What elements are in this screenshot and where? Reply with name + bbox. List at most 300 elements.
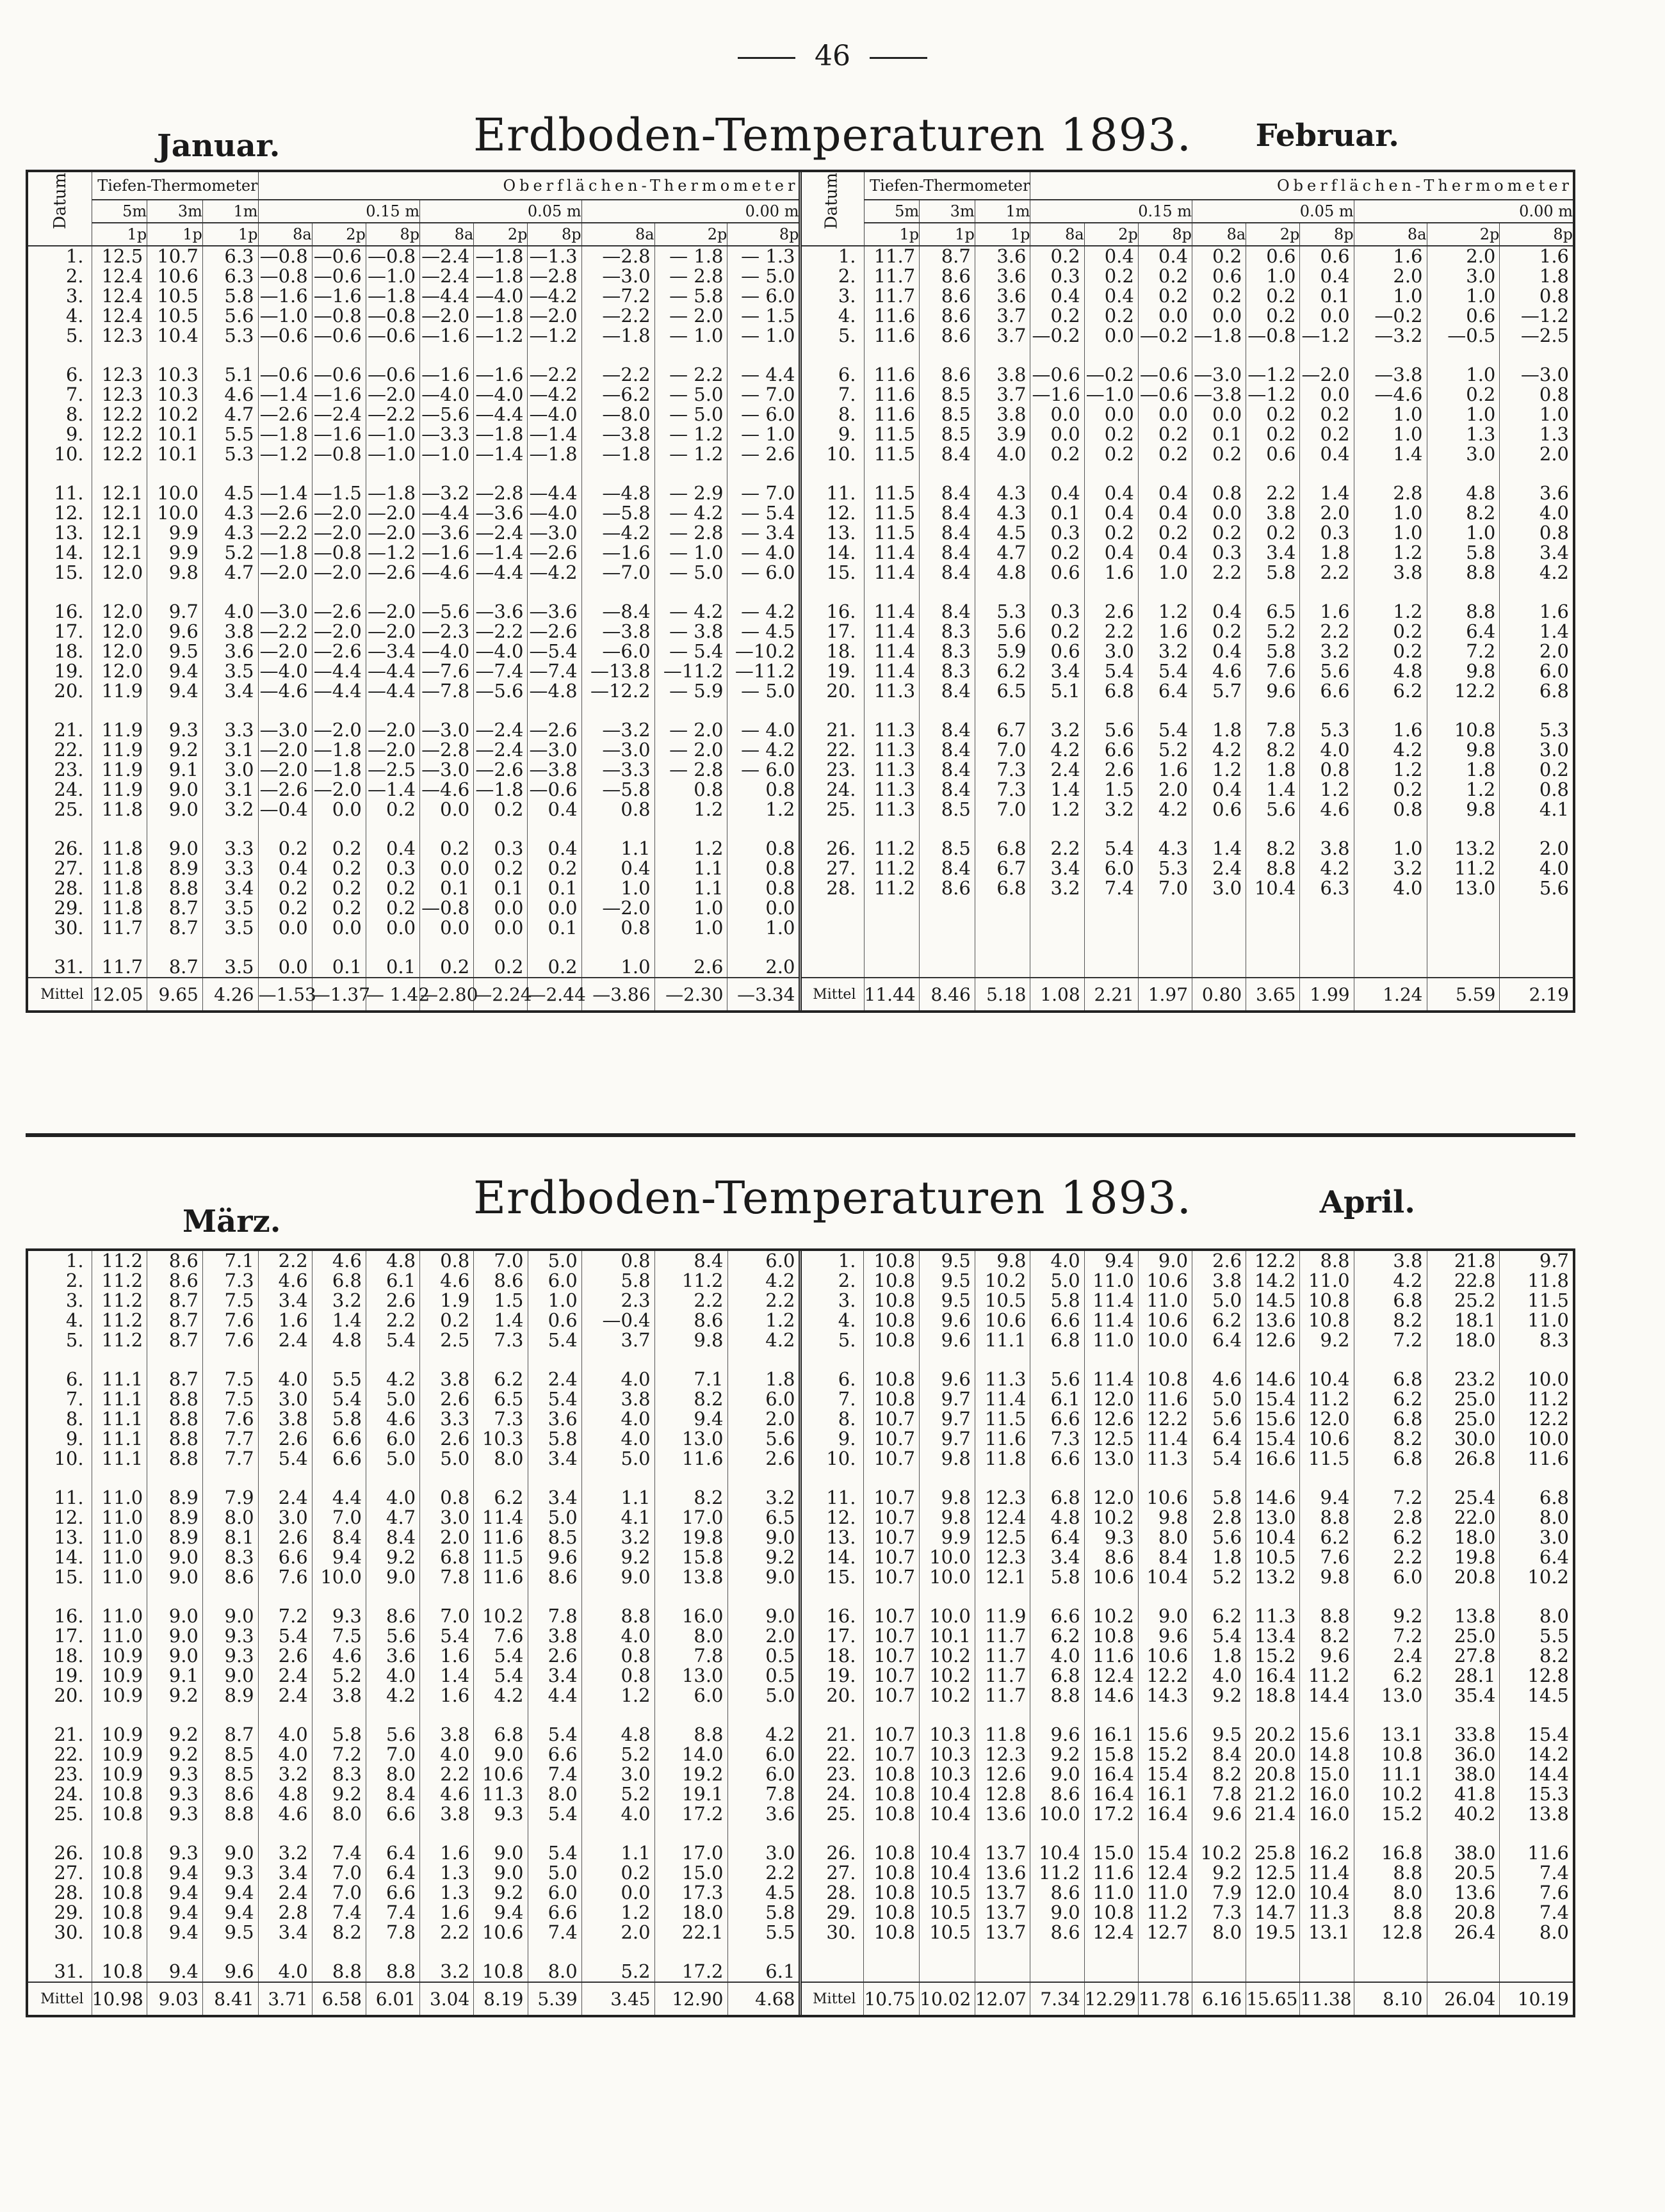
value-cell: —2.4 [474, 720, 528, 740]
value-cell: —3.2 [581, 720, 654, 740]
value-cell: —4.4 [312, 661, 366, 681]
spacer-cell [202, 819, 258, 839]
value-cell: 2.8 [1354, 1508, 1427, 1528]
value-cell: 9.8 [920, 1508, 975, 1528]
value-cell: 11.8 [1500, 1271, 1573, 1291]
value-cell: 14.3 [1138, 1686, 1192, 1706]
value-cell: 2.2 [654, 1291, 727, 1311]
spacer-cell [1192, 346, 1246, 365]
date-cell: 5. [800, 326, 864, 346]
table-row [28, 1271, 1573, 1291]
mittel-value: 12.29 [1084, 1982, 1138, 2015]
value-cell: 4.3 [975, 483, 1030, 503]
value-cell: 12.2 [92, 444, 147, 464]
value-cell: 3.2 [581, 1528, 654, 1547]
value-cell: 17.2 [1084, 1804, 1138, 1824]
spacer-cell [474, 1824, 528, 1843]
value-cell: 2.6 [1084, 602, 1138, 622]
value-cell: 8.7 [147, 1291, 203, 1311]
value-cell: 6.2 [1354, 681, 1427, 701]
value-cell: —3.0 [581, 266, 654, 286]
value-cell: 0.2 [258, 898, 312, 918]
value-cell: 11.4 [1084, 1369, 1138, 1389]
value-cell: 3.0 [258, 1508, 312, 1528]
mittel-value: 6.16 [1192, 1982, 1246, 2015]
table-row [28, 878, 1573, 898]
value-cell: 3.8 [1246, 503, 1300, 523]
value-cell: —2.6 [528, 543, 581, 563]
value-cell: 0.3 [1030, 602, 1084, 622]
spacer-cell [864, 1587, 920, 1606]
value-cell: 4.0 [581, 1409, 654, 1429]
value-cell: 13.6 [975, 1804, 1030, 1824]
value-cell [1354, 918, 1427, 938]
value-cell: 8.4 [312, 1528, 366, 1547]
value-cell: 11.9 [92, 760, 147, 780]
mittel-value: —2.44 [528, 978, 581, 1010]
spacer-cell [474, 1350, 528, 1369]
value-cell: 15.8 [654, 1547, 727, 1567]
value-cell: 0.8 [1500, 385, 1573, 405]
value-cell: 15.0 [1084, 1843, 1138, 1863]
table-row [28, 1804, 1573, 1824]
value-cell: 4.0 [581, 1429, 654, 1449]
table-row [28, 1389, 1573, 1409]
value-cell: 11.2 [92, 1271, 147, 1291]
date-cell: 1. [800, 246, 864, 266]
value-cell: 25.4 [1427, 1488, 1500, 1508]
value-cell: 4.6 [1192, 661, 1246, 681]
value-cell: 9.0 [474, 1863, 528, 1883]
value-cell: 10.8 [1084, 1626, 1138, 1646]
value-cell: 1.6 [1138, 622, 1192, 642]
spacer-cell [366, 1942, 419, 1962]
value-cell: — 7.0 [727, 483, 800, 503]
value-cell: 1.4 [1030, 780, 1084, 800]
value-cell: — 2.8 [654, 523, 727, 543]
value-cell [1500, 1962, 1573, 1982]
value-cell: 4.6 [258, 1804, 312, 1824]
value-cell: 3.6 [366, 1646, 419, 1666]
spacer-cell [1300, 1350, 1354, 1369]
value-cell: — 5.0 [654, 385, 727, 405]
spacer-cell [1192, 1942, 1246, 1962]
mittel-value: 8.41 [202, 1982, 258, 2015]
spacer-cell [654, 819, 727, 839]
value-cell: 9.2 [1354, 1606, 1427, 1626]
value-cell: 11.6 [474, 1567, 528, 1587]
value-cell: 2.6 [1192, 1251, 1246, 1271]
value-cell: 9.8 [147, 563, 203, 583]
value-cell: 0.8 [581, 1646, 654, 1666]
spacer-cell [800, 1824, 864, 1843]
value-cell: 0.6 [1030, 563, 1084, 583]
spacer-cell [581, 701, 654, 720]
value-cell: 6.6 [366, 1804, 419, 1824]
value-cell: 1.0 [581, 878, 654, 898]
value-cell: 1.5 [474, 1291, 528, 1311]
value-cell: —8.4 [581, 602, 654, 622]
value-cell: 9.6 [920, 1330, 975, 1350]
value-cell: 0.5 [727, 1666, 800, 1686]
spacer-cell [420, 1469, 474, 1488]
value-cell: 4.1 [581, 1508, 654, 1528]
date-cell [800, 957, 864, 978]
value-cell: —2.2 [474, 622, 528, 642]
spacer-cell [312, 464, 366, 483]
date-cell: 16. [54, 601, 84, 622]
value-cell: 13.1 [1354, 1725, 1427, 1745]
spacer-cell [474, 701, 528, 720]
spacer-cell [258, 1587, 312, 1606]
value-cell: 12.3 [92, 326, 147, 346]
spacer-cell [1427, 1587, 1500, 1606]
value-cell: —7.0 [581, 563, 654, 583]
value-cell: 5.6 [727, 1429, 800, 1449]
value-cell: —2.2 [258, 523, 312, 543]
value-cell: 0.8 [420, 1488, 474, 1508]
value-cell: 2.6 [528, 1646, 581, 1666]
spacer-cell [312, 1469, 366, 1488]
value-cell: 2.2 [727, 1291, 800, 1311]
spacer-cell [654, 1350, 727, 1369]
value-cell: —1.2 [1246, 385, 1300, 405]
value-cell: 2.2 [1192, 563, 1246, 583]
value-cell: —1.5 [312, 483, 366, 503]
value-cell: 10.6 [1300, 1429, 1354, 1449]
value-cell: —1.4 [474, 543, 528, 563]
value-cell: 9.4 [1084, 1251, 1138, 1271]
value-cell: 5.6 [202, 306, 258, 326]
spacer-cell [1084, 1942, 1138, 1962]
value-cell: 11.6 [474, 1528, 528, 1547]
value-cell: 9.7 [147, 602, 203, 622]
value-cell: 6.6 [1030, 1311, 1084, 1330]
value-cell: 4.0 [581, 1804, 654, 1824]
value-cell: 10.8 [1300, 1291, 1354, 1311]
value-cell: — 2.0 [654, 306, 727, 326]
value-cell: 12.1 [92, 523, 147, 543]
value-cell: — 1.0 [654, 326, 727, 346]
value-cell: 0.2 [420, 957, 474, 978]
value-cell: 9.4 [1300, 1488, 1354, 1508]
value-cell: 10.3 [920, 1745, 975, 1764]
value-cell: 10.0 [147, 503, 203, 523]
value-cell: 4.2 [1030, 740, 1084, 760]
value-cell: 5.0 [1030, 1271, 1084, 1291]
mittel-value: 11.78 [1138, 1982, 1192, 2015]
date-cell: 6. [65, 364, 84, 385]
table-row [28, 246, 1573, 266]
value-cell: —2.0 [312, 622, 366, 642]
date-cell: 4. [800, 306, 864, 326]
value-cell: 10.8 [92, 1903, 147, 1923]
value-cell: 11.7 [975, 1666, 1030, 1686]
value-cell: 4.8 [258, 1784, 312, 1804]
value-cell: 4.0 [1500, 859, 1573, 878]
value-cell: —3.6 [474, 602, 528, 622]
spacer-cell [202, 1706, 258, 1725]
spacer-row [28, 938, 1573, 957]
spacer-cell [654, 1706, 727, 1725]
reading-time-header: 8p [528, 223, 581, 246]
spacer-cell [1354, 1350, 1427, 1369]
value-cell: 12.8 [1500, 1666, 1573, 1686]
value-cell: — 5.9 [654, 681, 727, 701]
value-cell: 8.6 [654, 1311, 727, 1330]
value-cell: 10.8 [864, 1843, 920, 1863]
value-cell: 9.7 [920, 1429, 975, 1449]
value-cell: 4.2 [727, 1725, 800, 1745]
date-cell: 4. [65, 1309, 84, 1331]
value-cell: 15.4 [1246, 1429, 1300, 1449]
value-cell: 9.5 [147, 642, 203, 661]
value-cell: 0.2 [1084, 266, 1138, 286]
value-cell: 10.8 [92, 1863, 147, 1883]
value-cell: 13.0 [654, 1666, 727, 1686]
value-cell: 2.4 [258, 1488, 312, 1508]
value-cell: 1.9 [420, 1291, 474, 1311]
spacer-cell [202, 701, 258, 720]
value-cell: —1.6 [420, 543, 474, 563]
mittel-value: 8.46 [920, 978, 975, 1010]
value-cell: 6.6 [1030, 1409, 1084, 1429]
spacer-cell [1138, 464, 1192, 483]
value-cell: 2.8 [1192, 1508, 1246, 1528]
value-cell: 6.2 [1030, 1626, 1084, 1646]
value-cell: 0.0 [474, 898, 528, 918]
value-cell: —1.6 [312, 424, 366, 444]
mittel-value: 1.99 [1300, 978, 1354, 1010]
value-cell: 12.1 [92, 503, 147, 523]
value-cell: —4.0 [420, 642, 474, 661]
value-cell: 8.2 [654, 1389, 727, 1409]
spacer-cell [581, 1706, 654, 1725]
value-cell: 9.7 [920, 1409, 975, 1429]
value-cell: 10.8 [1300, 1311, 1354, 1330]
value-cell: 16.4 [1084, 1764, 1138, 1784]
value-cell: 8.4 [920, 780, 975, 800]
spacer-cell [1246, 583, 1300, 602]
value-cell: 10.1 [920, 1626, 975, 1646]
value-cell [1427, 898, 1500, 918]
value-cell: 4.2 [1300, 859, 1354, 878]
value-cell: 4.6 [312, 1251, 366, 1271]
value-cell: 25.0 [1427, 1626, 1500, 1646]
value-cell: 1.4 [1192, 839, 1246, 859]
value-cell: 0.1 [1300, 286, 1354, 306]
value-cell: 13.1 [1300, 1923, 1354, 1942]
value-cell: 0.3 [1192, 543, 1246, 563]
spacer-cell [1084, 938, 1138, 957]
value-cell: 0.4 [366, 839, 419, 859]
surface-depth-header: 0.15 m [1030, 200, 1192, 223]
value-cell: 0.0 [581, 1883, 654, 1903]
value-cell: —1.8 [258, 424, 312, 444]
value-cell: 3.4 [258, 1291, 312, 1311]
value-cell: 11.3 [864, 780, 920, 800]
date-cell: 27. [54, 857, 84, 879]
table-row [28, 563, 1573, 583]
value-cell: 2.6 [1084, 760, 1138, 780]
value-cell: 11.5 [864, 483, 920, 503]
value-cell: 11.3 [864, 760, 920, 780]
table-row [28, 1646, 1573, 1666]
date-cell: 15. [800, 563, 864, 583]
value-cell: 1.0 [581, 957, 654, 978]
value-cell: 5.4 [258, 1449, 312, 1469]
spacer-cell [312, 701, 366, 720]
date-cell: 28. [54, 1882, 84, 1903]
value-cell: 0.6 [1300, 246, 1354, 266]
value-cell: 8.6 [920, 878, 975, 898]
value-cell: —0.2 [1084, 365, 1138, 385]
value-cell: 7.6 [1300, 1547, 1354, 1567]
date-cell: 22. [800, 740, 864, 760]
value-cell: 10.2 [920, 1666, 975, 1686]
value-cell: 5.3 [975, 602, 1030, 622]
value-cell: —1.4 [366, 780, 419, 800]
value-cell: 3.8 [581, 1389, 654, 1409]
value-cell: 0.2 [1138, 523, 1192, 543]
value-cell: 11.0 [1084, 1883, 1138, 1903]
value-cell: —0.6 [258, 326, 312, 346]
value-cell: 11.6 [1500, 1449, 1573, 1469]
value-cell: 11.0 [92, 1606, 147, 1626]
value-cell: 5.0 [420, 1449, 474, 1469]
value-cell: — 2.8 [654, 266, 727, 286]
value-cell: 11.7 [975, 1626, 1030, 1646]
value-cell: 11.8 [92, 859, 147, 878]
value-cell: 9.6 [528, 1547, 581, 1567]
value-cell: 0.1 [1192, 424, 1246, 444]
value-cell: 21.8 [1427, 1251, 1500, 1271]
spacer-cell [1030, 819, 1084, 839]
spacer-cell [258, 1706, 312, 1725]
date-cell: 9. [800, 424, 864, 444]
value-cell: —1.2 [528, 326, 581, 346]
value-cell [1192, 918, 1246, 938]
value-cell: 11.8 [92, 800, 147, 819]
value-cell: 8.8 [1427, 602, 1500, 622]
mittel-value: 3.45 [581, 1982, 654, 2015]
spacer-cell [258, 1350, 312, 1369]
spacer-cell [1427, 464, 1500, 483]
section-title-2: Erdboden-Temperaturen 1893. [473, 1172, 1192, 1224]
value-cell: 6.0 [727, 1251, 800, 1271]
spacer-cell [654, 701, 727, 720]
value-cell: 0.0 [474, 918, 528, 938]
value-cell: 1.0 [1354, 839, 1427, 859]
spacer-cell [528, 1587, 581, 1606]
value-cell: 10.5 [920, 1923, 975, 1942]
value-cell: 10.8 [92, 1804, 147, 1824]
value-cell [920, 1962, 975, 1982]
reading-time-header: 8p [727, 223, 800, 246]
value-cell: 13.6 [1246, 1311, 1300, 1330]
value-cell: 16.4 [1138, 1804, 1192, 1824]
spacer-cell [1138, 583, 1192, 602]
value-cell: 1.2 [1030, 800, 1084, 819]
value-cell: 0.2 [1300, 405, 1354, 424]
date-cell: 12. [800, 503, 864, 523]
table-row [28, 1923, 1573, 1942]
value-cell: 14.2 [1500, 1745, 1573, 1764]
value-cell: 11.5 [474, 1547, 528, 1567]
value-cell: 7.3 [474, 1330, 528, 1350]
value-cell: 0.2 [474, 859, 528, 878]
value-cell: 7.7 [202, 1429, 258, 1449]
date-cell: 18. [54, 640, 84, 662]
value-cell: —0.8 [366, 246, 419, 266]
value-cell: 3.9 [975, 424, 1030, 444]
value-cell: 8.6 [1084, 1547, 1138, 1567]
value-cell: 16.8 [1354, 1843, 1427, 1863]
spacer-cell [1500, 1824, 1573, 1843]
page-number: 46 [0, 40, 1665, 72]
depth-header: 1m [975, 200, 1030, 223]
date-cell: 9. [65, 423, 84, 445]
value-cell: —3.3 [581, 760, 654, 780]
value-cell: —3.0 [420, 720, 474, 740]
value-cell: 0.2 [366, 800, 419, 819]
spacer-cell [581, 464, 654, 483]
spacer-cell [312, 1706, 366, 1725]
date-cell: 21. [54, 1724, 84, 1745]
value-cell: 3.0 [1500, 740, 1573, 760]
value-cell: 8.6 [1030, 1883, 1084, 1903]
value-cell: 4.2 [727, 1330, 800, 1350]
value-cell: — 1.0 [727, 424, 800, 444]
value-cell: 0.2 [1138, 424, 1192, 444]
value-cell [1246, 898, 1300, 918]
value-cell: 0.2 [1030, 444, 1084, 464]
value-cell: 15.4 [1500, 1725, 1573, 1745]
value-cell: 5.4 [1138, 720, 1192, 740]
value-cell: —1.8 [474, 424, 528, 444]
value-cell: 10.3 [147, 365, 203, 385]
value-cell: 8.0 [1192, 1923, 1246, 1942]
spacer-cell [975, 583, 1030, 602]
value-cell: 4.2 [1500, 563, 1573, 583]
value-cell: 5.3 [202, 444, 258, 464]
value-cell: 2.5 [420, 1330, 474, 1350]
value-cell: 0.2 [1030, 622, 1084, 642]
value-cell: 4.0 [366, 1488, 419, 1508]
value-cell: 12.4 [92, 266, 147, 286]
value-cell: 2.0 [1300, 503, 1354, 523]
value-cell: 10.2 [474, 1606, 528, 1626]
value-cell: 9.0 [147, 1626, 203, 1646]
value-cell: —0.8 [312, 543, 366, 563]
spacer-cell [474, 1469, 528, 1488]
spacer-cell [975, 1942, 1030, 1962]
value-cell: 5.6 [366, 1626, 419, 1646]
value-cell: 0.0 [366, 918, 419, 938]
value-cell: —2.6 [366, 563, 419, 583]
value-cell: 4.0 [581, 1369, 654, 1389]
spacer-cell [581, 1942, 654, 1962]
value-cell: —2.0 [258, 563, 312, 583]
value-cell: —3.0 [528, 523, 581, 543]
value-cell: 9.6 [202, 1962, 258, 1982]
spacer-cell [1138, 1350, 1192, 1369]
value-cell: 11.8 [92, 898, 147, 918]
value-cell [1246, 957, 1300, 978]
value-cell: 7.3 [1192, 1903, 1246, 1923]
value-cell: —10.2 [727, 642, 800, 661]
value-cell: 0.1 [528, 878, 581, 898]
